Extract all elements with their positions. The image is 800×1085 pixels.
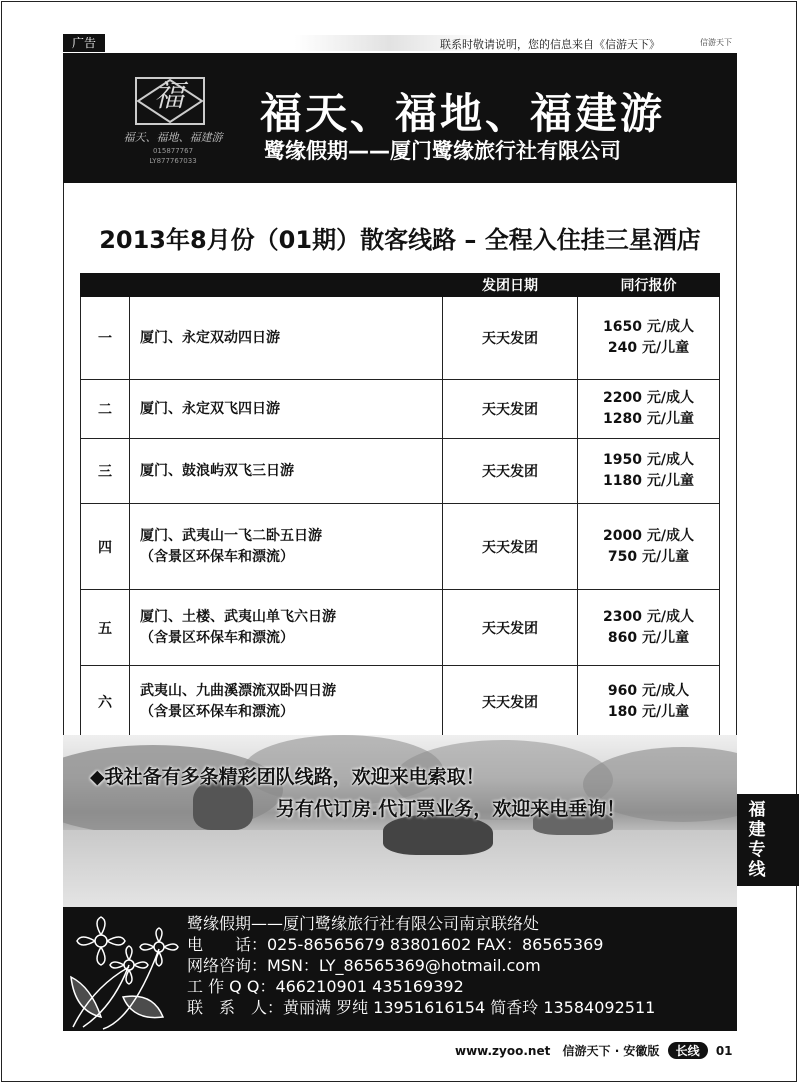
ad-label: 广告 bbox=[63, 34, 105, 52]
departure-cell: 天天发团 bbox=[443, 380, 578, 439]
row-number: 二 bbox=[81, 380, 130, 439]
price-cell bbox=[578, 590, 720, 666]
child-price: 860 元/儿童 bbox=[607, 629, 690, 646]
departure-cell: 天天发团 bbox=[443, 590, 578, 666]
flower-icon bbox=[63, 907, 183, 1031]
page-number: 01 bbox=[715, 1043, 733, 1058]
table-header-row bbox=[81, 274, 720, 297]
adult-price: 2200 元/成人 bbox=[603, 390, 694, 406]
route-name: 武夷山、九曲溪漂流双卧四日游 bbox=[140, 682, 336, 699]
company-name: 鹭缘假期——厦门鹭缘旅行社有限公司 bbox=[264, 139, 621, 163]
header-departure: 发团日期 bbox=[443, 274, 578, 297]
headline: 福天、福地、福建游 bbox=[260, 89, 666, 138]
departure-cell: 天天发团 bbox=[443, 504, 578, 590]
contact-msn: 网络咨询：MSN：LY_86565369@hotmail.com bbox=[187, 956, 541, 975]
route-name: 厦门、永定双动四日游 bbox=[140, 329, 280, 346]
photo-rock bbox=[383, 815, 493, 855]
route-note: （含景区环保车和漂流） bbox=[140, 548, 294, 565]
footer-url: www.zyoo.net bbox=[455, 1043, 551, 1058]
route-note: （含景区环保车和漂流） bbox=[140, 629, 294, 646]
child-price: 1180 元/儿童 bbox=[603, 473, 694, 489]
page-footer bbox=[455, 1042, 733, 1059]
route-name: 厦门、武夷山一飞二卧五日游 bbox=[140, 527, 322, 544]
route-note: （含景区环保车和漂流） bbox=[140, 703, 294, 720]
price-cell bbox=[578, 439, 720, 504]
route-cell bbox=[130, 590, 443, 666]
footer-publication: 信游天下 · 安徽版 bbox=[562, 1044, 660, 1058]
route-cell bbox=[130, 666, 443, 738]
page-title: 2013年8月份（01期）散客线路 – 全程入住挂三星酒店 bbox=[99, 226, 701, 254]
adult-price: 960 元/成人 bbox=[607, 682, 690, 699]
contact-phone: 电 话：025-86565679 83801602 FAX：86565369 bbox=[187, 935, 604, 954]
logo-text: 福天、福地、福建游 bbox=[123, 131, 223, 144]
route-name: 厦门、土楼、武夷山单飞六日游 bbox=[140, 608, 336, 625]
price-cell bbox=[578, 666, 720, 738]
row-number: 六 bbox=[81, 666, 130, 738]
child-price: 750 元/儿童 bbox=[607, 548, 690, 565]
promo-line: 另有代订房.代订票业务，欢迎来电垂询！ bbox=[276, 798, 626, 820]
table-row bbox=[81, 380, 720, 439]
route-cell bbox=[130, 380, 443, 439]
table-row bbox=[81, 439, 720, 504]
contact-qq: 工 作 Q Q：466210901 435169392 bbox=[187, 977, 464, 996]
section-tab-label: 福建专线 bbox=[748, 800, 766, 880]
logo-small-text: LY877767033 bbox=[149, 157, 197, 165]
row-number: 四 bbox=[81, 504, 130, 590]
route-cell bbox=[130, 439, 443, 504]
seaside-photo bbox=[63, 735, 737, 907]
route-name: 厦门、永定双飞四日游 bbox=[140, 400, 280, 417]
table-row bbox=[81, 666, 720, 738]
brand-banner bbox=[63, 53, 737, 183]
row-number: 五 bbox=[81, 590, 130, 666]
adult-price: 2000 元/成人 bbox=[603, 527, 694, 544]
adult-price: 1950 元/成人 bbox=[603, 452, 694, 468]
logo-character: 福 bbox=[154, 79, 184, 114]
contact-block bbox=[63, 907, 737, 1031]
row-number: 三 bbox=[81, 439, 130, 504]
child-price: 180 元/儿童 bbox=[607, 703, 690, 720]
company-logo bbox=[113, 71, 223, 171]
footer-badge: 长线 bbox=[668, 1042, 708, 1059]
price-cell bbox=[578, 297, 720, 380]
departure-cell: 天天发团 bbox=[443, 297, 578, 380]
contact-person: 联 系 人：黄丽满 罗纯 13951616154 简香玲 13584092511 bbox=[187, 998, 656, 1017]
route-cell bbox=[130, 504, 443, 590]
table-row bbox=[81, 590, 720, 666]
route-name: 厦门、鼓浪屿双飞三日游 bbox=[140, 462, 294, 479]
header-price: 同行报价 bbox=[578, 274, 720, 297]
row-number: 一 bbox=[81, 297, 130, 380]
child-price: 240 元/儿童 bbox=[607, 340, 690, 356]
routes-table bbox=[80, 273, 720, 738]
header-route bbox=[130, 274, 443, 297]
adult-price: 2300 元/成人 bbox=[603, 608, 694, 625]
table-row bbox=[81, 297, 720, 380]
promo-line: ◆我社备有多条精彩团队线路，欢迎来电索取！ bbox=[90, 766, 485, 788]
adult-price: 1650 元/成人 bbox=[603, 319, 694, 335]
contact-lines bbox=[187, 913, 655, 1018]
header-num bbox=[81, 274, 130, 297]
contact-office: 鹭缘假期——厦门鹭缘旅行社有限公司南京联络处 bbox=[187, 914, 540, 933]
publication-logo: 信游天下 bbox=[700, 38, 732, 47]
price-cell bbox=[578, 504, 720, 590]
logo-small-text: 015877767 bbox=[152, 147, 194, 155]
table-row bbox=[81, 504, 720, 590]
route-cell bbox=[130, 297, 443, 380]
child-price: 1280 元/儿童 bbox=[603, 411, 694, 427]
departure-cell: 天天发团 bbox=[443, 439, 578, 504]
price-cell bbox=[578, 380, 720, 439]
departure-cell: 天天发团 bbox=[443, 666, 578, 738]
source-note: 联系时敬请说明，您的信息来自《信游天下》 bbox=[440, 38, 660, 51]
